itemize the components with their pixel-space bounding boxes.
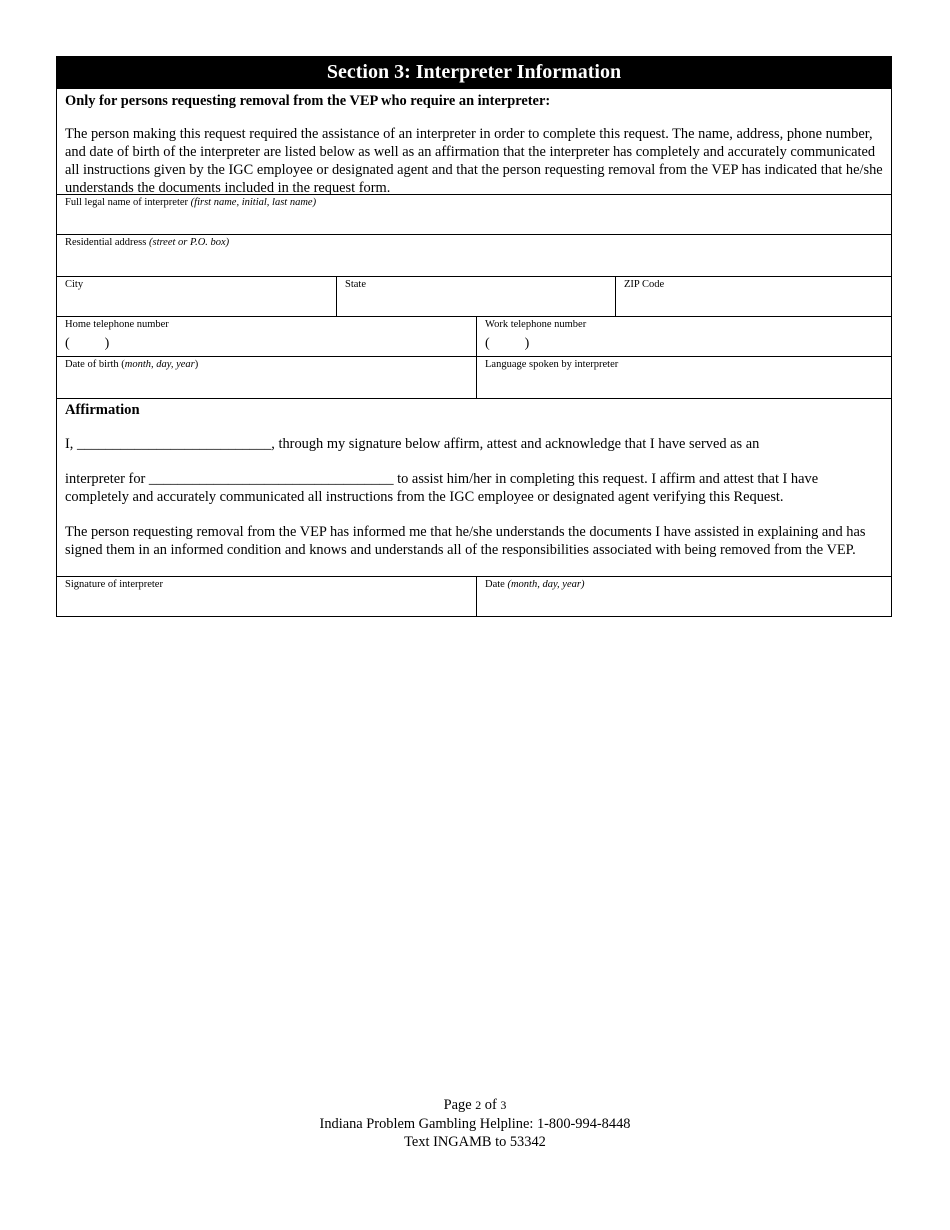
- date-label: Date (month, day, year): [485, 579, 585, 590]
- home-phone-area-code: ( ): [65, 336, 110, 351]
- language-field[interactable]: [476, 357, 891, 398]
- signature-field[interactable]: [57, 577, 476, 616]
- zip-label: ZIP Code: [624, 279, 665, 290]
- work-phone-label: Work telephone number: [485, 319, 587, 330]
- date-field[interactable]: [476, 577, 891, 616]
- phone-row: [57, 316, 891, 356]
- zip-field[interactable]: [615, 277, 891, 316]
- affirmation-line-1: I, ___________________________, through my signature below affirm, attest and acknowledge that I have served as an: [65, 436, 760, 452]
- affirmation-line-3: The person requesting removal from the VEP has informed me that he/she understands the documents I have assisted in explaining and has signed them in an informed condition and knows and understands all of the responsibilities associated with being removed from the VEP.: [65, 524, 866, 558]
- text-line: Text INGAMB to 53342: [404, 1134, 546, 1150]
- state-field[interactable]: [336, 277, 615, 316]
- state-label: State: [345, 279, 366, 290]
- city-field[interactable]: [57, 277, 336, 316]
- page-number: Page 2 of 3: [443, 1097, 507, 1113]
- affirmation-title: Affirmation: [65, 402, 140, 418]
- dob-label: Date of birth (month, day, year): [65, 359, 199, 370]
- address-label: Residential address (street or P.O. box): [65, 237, 230, 248]
- page-footer: [0, 1096, 950, 1152]
- affirmation-line-2: interpreter for __________________________________ to assist him/her in completing this request. I affirm and attest that I have completely and accurately communicated all instructions from the IGC employee or designated agent verifying this Request.: [65, 471, 819, 505]
- city-label: City: [65, 279, 84, 290]
- affirmation-block: [57, 398, 891, 576]
- interpreter-form: [56, 56, 892, 617]
- intro-block: [57, 89, 891, 194]
- work-phone-area-code: ( ): [485, 336, 530, 351]
- address-row: [57, 234, 891, 276]
- full-name-field[interactable]: [57, 195, 891, 234]
- full-name-row: [57, 194, 891, 234]
- language-label: Language spoken by interpreter: [485, 359, 619, 370]
- dob-language-row: [57, 356, 891, 398]
- city-state-zip-row: [57, 276, 891, 316]
- section-title: Section 3: Interpreter Information: [57, 57, 891, 89]
- helpline-text: Indiana Problem Gambling Helpline: 1-800-994-8448: [319, 1115, 631, 1132]
- dob-field[interactable]: [57, 357, 476, 398]
- intro-lead: Only for persons requesting removal from the VEP who require an interpreter:: [65, 93, 551, 109]
- full-name-label: Full legal name of interpreter (first name, initial, last name): [65, 197, 317, 208]
- home-phone-label: Home telephone number: [65, 319, 169, 330]
- work-phone-field[interactable]: [476, 317, 891, 356]
- address-field[interactable]: [57, 235, 891, 276]
- intro-paragraph: The person making this request required the assistance of an interpreter in order to complete this request. The name, address, phone number, and date of birth of the interpreter are listed below as well as an affirmation that the interpreter has completely and accurately communicated all instructions given by the IGC employee or designated agent and that the person requesting removal from the VEP has indicated that he/she understands the documents included in the request form.: [65, 126, 883, 196]
- signature-row: [57, 576, 891, 616]
- signature-label: Signature of interpreter: [65, 579, 163, 590]
- home-phone-field[interactable]: [57, 317, 476, 356]
